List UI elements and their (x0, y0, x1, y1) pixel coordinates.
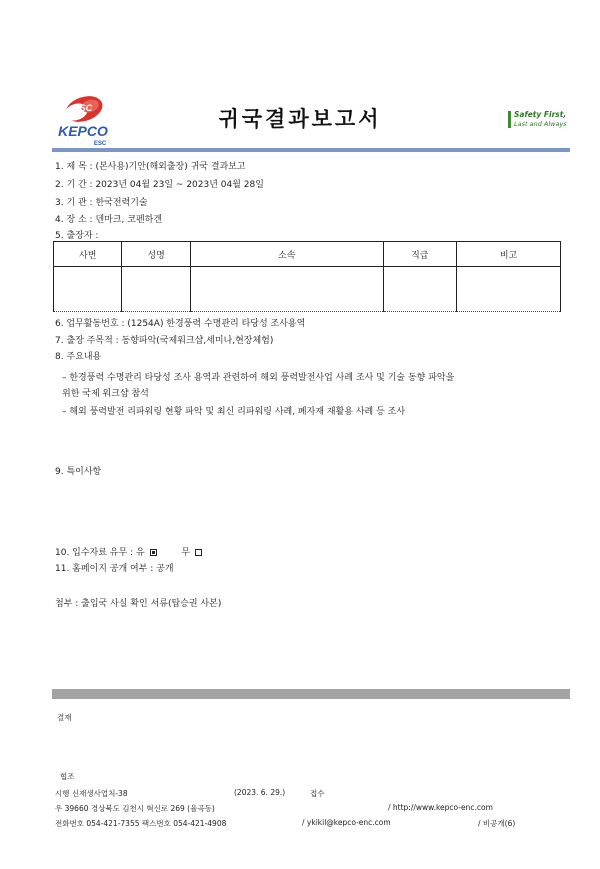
reception-label: 접수 (310, 789, 325, 798)
approval-label: 결재 (57, 713, 72, 722)
item-location: 4. 장 소 : 덴마크, 코펜하겐 (55, 215, 163, 225)
content-line-1: – 한경풍력 수명관리 타당성 조사 용역과 관련하여 해외 풍력발전사업 사례 조사 및 기술 동향 파악을 (62, 373, 455, 383)
item-institution: 3. 기 관 : 한국전력기술 (55, 198, 148, 208)
item-purpose: 7. 출장 주목적 : 동향파악(국제워크샵,세미나,현장체험) (55, 336, 274, 346)
content-line-2: 위한 국제 워크샵 참석 (62, 389, 149, 399)
item-main-content: 8. 주요내용 (55, 352, 102, 362)
slogan-line2: Last and Always (514, 120, 567, 128)
table-cell (122, 267, 190, 312)
safety-slogan (508, 110, 568, 130)
item-subject: 1. 제 목 : (본사용)기안(해외출장) 귀국 결과보고 (55, 162, 246, 172)
website-link[interactable]: / http://www.kepco-enc.com (388, 803, 493, 812)
received-materials-label: 10. 입수자료 유무 : 유 (55, 548, 145, 558)
item-received-materials (55, 545, 202, 558)
slogan-line1: Safety First, (514, 110, 567, 119)
col-employee-id: 사번 (54, 242, 122, 267)
item-travelers: 5. 출장자 : (55, 231, 99, 241)
enforce-line: 시행 신재생사업처-38 (55, 789, 128, 798)
table-cell (457, 267, 561, 312)
col-remarks: 비고 (457, 242, 561, 267)
header-divider (52, 148, 570, 152)
item-period: 2. 기 간 : 2023년 04월 23일 ~ 2023년 04월 28일 (55, 180, 264, 190)
document-title: 귀국결과보고서 (218, 107, 382, 131)
address-line: 우 39660 경상북도 김천시 혁신로 269 (율곡동) (55, 804, 215, 813)
table-header-row (54, 242, 561, 267)
logo-sub-text: ESC (93, 141, 107, 147)
disclosure-status: / 비공개(6) (478, 819, 516, 828)
svg-text:ESC: ESC (73, 103, 93, 113)
yes-checkbox[interactable] (150, 549, 157, 556)
phone-fax-line: 전화번호 054-421-7355 팩스번호 054-421-4908 (55, 819, 227, 828)
table-cell (54, 267, 122, 312)
slogan-bar (508, 111, 511, 128)
enforce-date: (2023. 6. 29.) (234, 788, 286, 797)
item-activity-number: 6. 업무활동번호 : (1254A) 한경풍력 수명관리 타당성 조사용역 (55, 319, 306, 329)
logo-text: KEPCO (58, 123, 108, 139)
col-name: 성명 (122, 242, 190, 267)
table-cell (190, 267, 383, 312)
no-label: 무 (181, 548, 191, 558)
table-cell (383, 267, 457, 312)
attachment-line: 첨부 : 출입국 사실 확인 서류(탑승권 사본) (55, 599, 222, 609)
col-department: 소속 (190, 242, 383, 267)
footer-divider (52, 689, 570, 699)
email-link[interactable]: / ykikil@kepco-enc.com (302, 818, 391, 827)
content-line-3: – 해외 풍력발전 리파워링 현황 파악 및 최신 리파워링 사례, 폐자재 재활용 사례 등 조사 (62, 407, 406, 417)
table-row (54, 267, 561, 312)
cooperation-label: 협조 (60, 772, 75, 781)
col-rank: 직급 (383, 242, 457, 267)
traveler-table (53, 241, 561, 312)
no-checkbox[interactable] (195, 549, 202, 556)
item-special-notes: 9. 특이사항 (55, 467, 102, 477)
item-homepage-disclosure: 11. 홈페이지 공개 여부 : 공개 (55, 564, 174, 574)
